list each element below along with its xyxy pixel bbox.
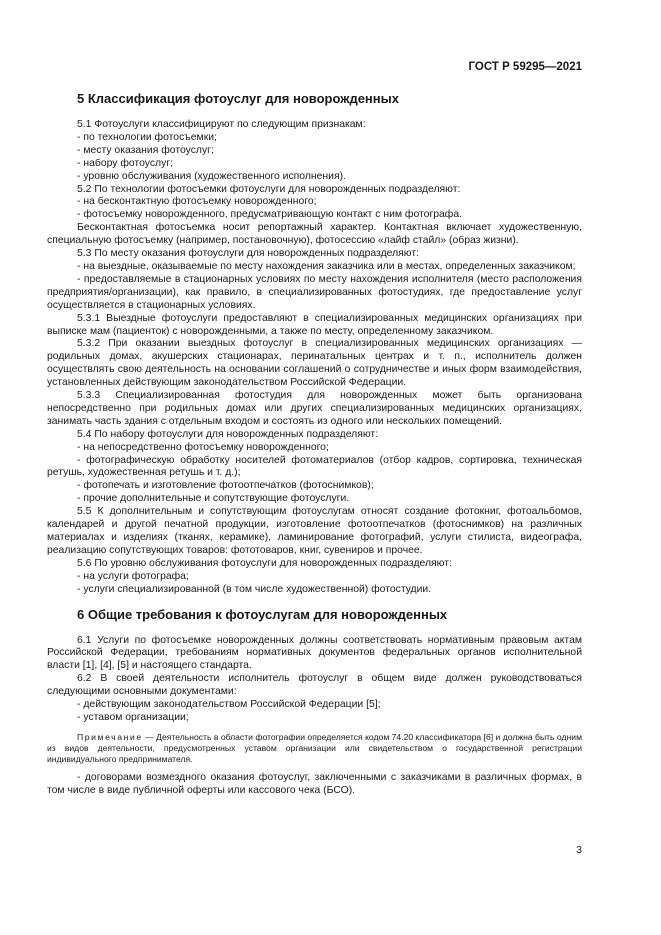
list-item: - прочие дополнительные и сопутствующие фотоуслуги. (77, 493, 350, 505)
list-item: - фотопечать и изготовление фотоотпечатков (фотоснимков); (77, 480, 374, 492)
list-item: - набору фотоуслуг; (77, 157, 173, 169)
list-item: - уставом организации; (77, 711, 189, 723)
list-item: - на непосредственно фотосъемку новорожденного; (77, 441, 329, 453)
clause-5-6: 5.6 По уровню обслуживания фотоуслуги для новорожденных подразделяют: (77, 557, 452, 569)
clause-5-3-3: 5.3.3 Специализированная фотостудия для новорожденных может быть организована непосредственно при родильных домах или других специализированных медицинских организациях, занимать часть здания с отдельным входом и состоять из одного или нескольких помещений. (47, 390, 582, 427)
note-text: — Деятельность в области фотографии определяется кодом 74.20 классификатора [6] и должна быть одним из видов деятельности, предусмотренных уставом организации или свидетельством о государственной регистрации индивидуального предпринимателя. (47, 731, 582, 764)
list-item: - по технологии фотосъемки; (77, 131, 217, 143)
document-body (47, 89, 582, 798)
clause-5-3-2: 5.3.2 При оказании выездных фотоуслуг в специализированных медицинских организациях — родильных домах, акушерских стационарах, перинатальных центрах и т. п., исполнитель должен осуществлять свою деятельность на основании соглашений о сотрудничестве и иных форм взаимодействия, установленных действующим законодательством Российской Федерации. (47, 338, 582, 389)
section-6-title: 6 Общие требования к фотоуслугам для новорожденных (77, 606, 448, 622)
clause-6-1: 6.1 Услуги по фотосъемке новорожденных должны соответствовать нормативным правовым актам Российской Федерации, требованиям нормативных документов федеральных органов исполнительной власти [1], [4], [5] и настоящего стандарта. (47, 634, 582, 672)
clause-5-5: 5.5 К дополнительным и сопутствующим фотоуслугам относят создание фотокниг, фотоальбомов, календарей и другой печатной продукции, изготовление фотоотпечатков (фотоснимков) на различных материалах и изделиях (тканях, керамике), ламинирование фотографий, услуги стилиста, видеографа, реализацию сопутствующих товаров: фототоваров, книг, сувениров и прочее. (47, 506, 582, 556)
list-item: - месту оказания фотоуслуг; (77, 144, 214, 156)
clause-5-1: 5.1 Фотоуслуги классифицируют по следующим признакам: (77, 119, 366, 130)
clause-5-2: 5.2 По технологии фотосъемки фотоуслуги для новорожденных подразделяют: (77, 183, 461, 195)
note (47, 732, 582, 765)
clause-5-3-1: 5.3.1 Выездные фотоуслуги предоставляют в специализированных медицинских организациях при выписке мам (пациенток) с новорожденными, а также по месту, определенному заказчиком. (47, 312, 582, 337)
paragraph: Бесконтактная фотосъемка носит репортажный характер. Контактная включает художественную, специальную фотосъемку (например, постановочную), фотосессию «лайф стайл» (образ жизни). (47, 222, 582, 247)
list-item: - на выездные, оказываемые по месту нахождения заказчика или в местах, определенных заказчиком; (77, 260, 576, 272)
document-code: ГОСТ Р 59295—2021 (468, 61, 582, 73)
clause-5-4: 5.4 По набору фотоуслуги для новорожденных подразделяют: (77, 428, 379, 440)
list-item: - действующим законодательством Российской Федерации [5]; (77, 699, 381, 711)
list-item: - предоставляемые в стационарных условиях по месту нахождения исполнителя (место расположения предприятия/организации), как правило, в специализированных фотостудиях, где предоставление услуг осуществляется в стационарных условиях. (47, 273, 582, 311)
clause-6-2: 6.2 В своей деятельности исполнитель фотоуслуг в общем виде должен руководствоваться следующими основными документами: (47, 673, 582, 698)
note-label: Примечание (77, 731, 143, 742)
list-item: - на бесконтактную фотосъемку новорожденного; (77, 196, 317, 208)
list-item: - фотографическую обработку носителей фотоматериалов (отбор кадров, сортировка, техническая ретушь, художественная ретушь и т. д.); (47, 454, 582, 479)
clause-5-3: 5.3 По месту оказания фотоуслуги для новорожденных подразделяют: (77, 248, 419, 260)
list-item: - фотосъемку новорожденного, предусматривающую контакт с ним фотографа. (77, 209, 463, 221)
list-item: - на услуги фотографа; (77, 570, 189, 582)
list-item: - договорами возмездного оказания фотоуслуг, заключенными с заказчиками в различных формах, в том числе в виде публичной оферты или кассового чека (БСО). (47, 771, 582, 796)
list-item: - уровню обслуживания (художественного исполнения). (77, 170, 346, 182)
section-5-title: 5 Классификация фотоуслуг для новорожденных (77, 91, 399, 106)
list-item: - услуги специализированной (в том числе художественной) фотостудии. (77, 583, 432, 595)
page-number: 3 (576, 844, 582, 856)
